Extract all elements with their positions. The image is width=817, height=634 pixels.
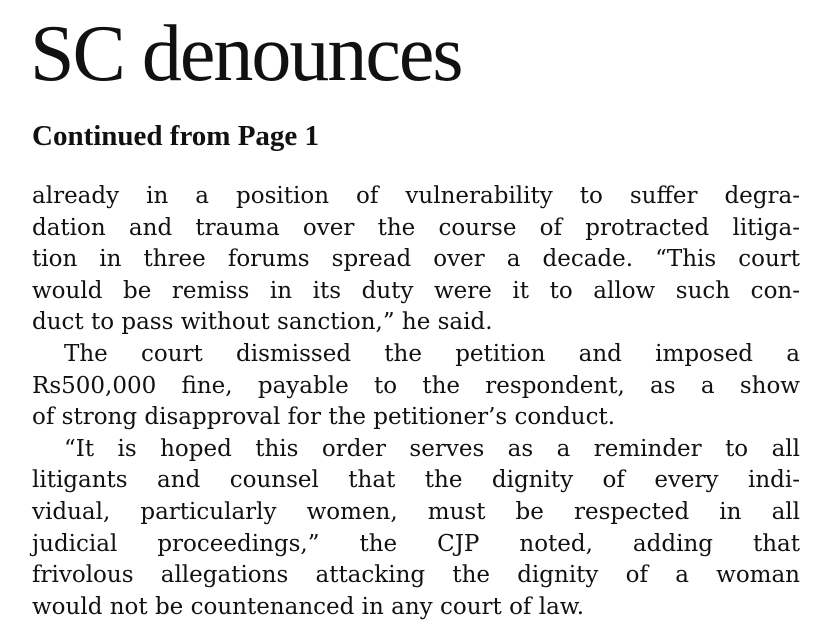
body-line: already in a position of vulnerability to suffer degra- [32,183,800,209]
continued-from-label: Continued from Page 1 [32,120,320,152]
body-line: “It is hoped this order serves as a reminder to all [64,435,800,462]
body-line: Rs500,000 fine, payable to the respondent, as a show [32,372,800,399]
body-line: judicial proceedings,” the CJP noted, adding that [32,530,800,557]
body-line: dation and trauma over the course of protracted litiga- [32,214,800,241]
headline: SC denounces [30,10,462,98]
body-line: frivolous allegations attacking the dignity of a woman [32,562,800,589]
body-line: tion in three forums spread over a decade. “This court [32,246,800,273]
article-body [32,181,800,623]
body-line: would be remiss in its duty were it to allow such con- [32,277,800,304]
body-line: The court dismissed the petition and imposed a [64,340,800,367]
body-line: duct to pass without sanction,” he said. [32,309,493,336]
body-line: of strong disapproval for the petitioner’s conduct. [32,404,616,431]
body-line: would not be countenanced in any court of law. [32,593,585,620]
body-line: vidual, particularly women, must be respected in all [32,498,800,525]
body-line: litigants and counsel that the dignity of every indi- [32,467,800,494]
